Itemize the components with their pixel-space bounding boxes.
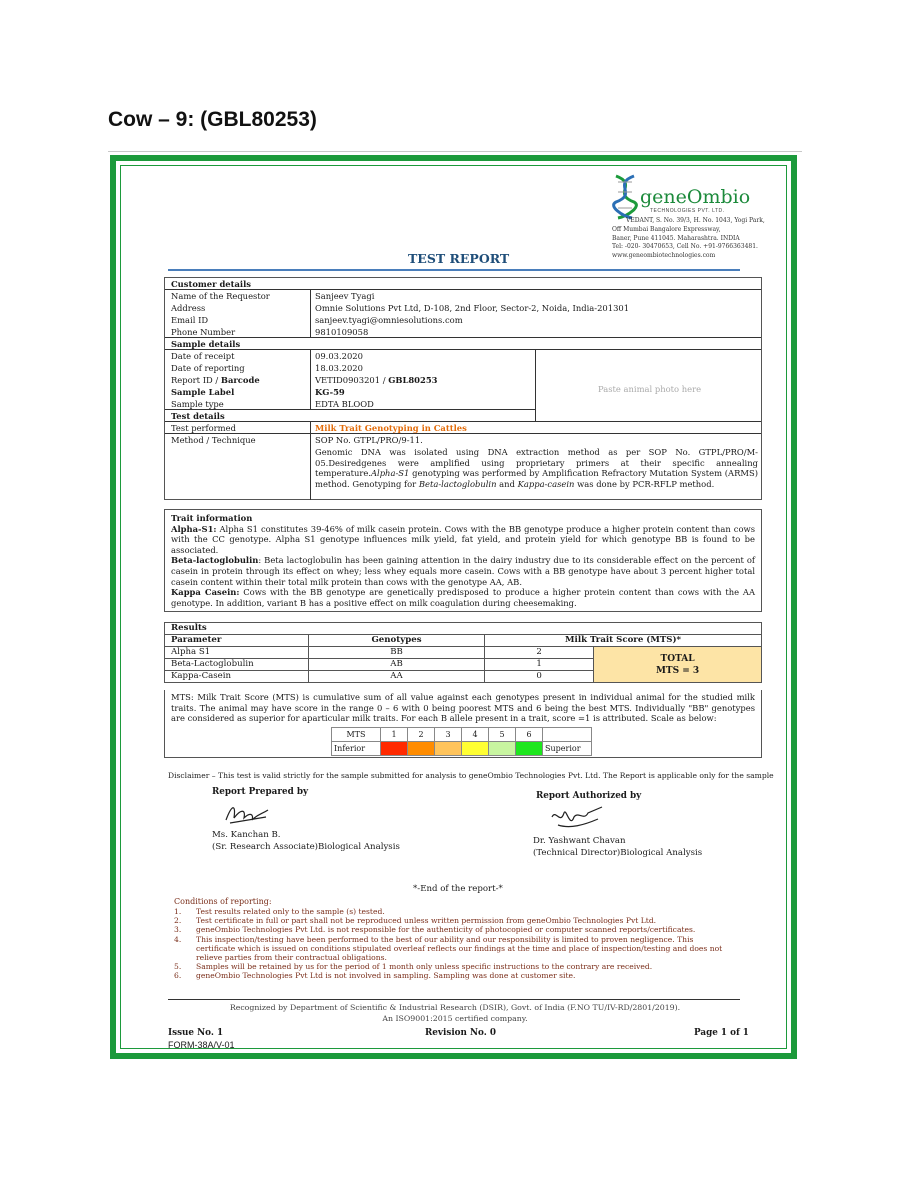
- grid-line: [310, 349, 311, 409]
- address-line: www.geneombiotechnologies.com: [612, 252, 716, 260]
- condition-item: 6. geneOmbio Technologies Pvt Ltd is not involved in sampling. Sampling was done at customer site.: [174, 971, 576, 981]
- trait-alpha: Alpha-S1: Alpha S1 constitutes 39-46% of milk casein protein. Cows with the BB genotype produce a higher protein content than cows with the CC genotype. Alpha S1 genotype influences milk yield, fat yield, and protein yield for which genotype BB is found to be associated.: [171, 523, 755, 555]
- logo-name: geneOmbio: [640, 186, 751, 208]
- results-table: [164, 622, 762, 683]
- logo-subtitle: TECHNOLOGIES PVT. LTD.: [650, 208, 725, 214]
- address-line: Tel: -020- 30470653, Cell No. +91-9766363481.: [612, 243, 758, 251]
- method-description: Genomic DNA was isolated using DNA extraction method as per SOP No. GTPL/PRO/M-05.Desiredgenes were amplified using proprietary primers at their specific annealing temperature.Alpha-S1 genotyping was performed by Amplification Refractory Mutation System (ARMS) method. Genotyping for Beta-lactoglobulin and Kappa-casein was done by PCR-RFLP method.: [315, 447, 758, 489]
- sample-details-heading: Sample details: [171, 339, 241, 349]
- test-details-heading: Test details: [171, 411, 225, 421]
- address-line: VEDANT, S. No. 39/3, H. No. 1043, Yogi Park,: [626, 217, 765, 224]
- form-number: FORM-38A/V-01: [168, 1040, 235, 1050]
- scale-swatch: [408, 742, 435, 756]
- test-performed: Milk Trait Genotyping in Cattles: [315, 423, 467, 433]
- prepared-by-title: (Sr. Research Associate)Biological Analysis: [212, 842, 400, 852]
- col-genotypes: Genotypes: [308, 635, 484, 647]
- report-title: TEST REPORT: [408, 251, 510, 266]
- grid-line: [310, 289, 311, 337]
- field-label: Sample Label: [171, 387, 235, 397]
- page-title: Cow – 9: (GBL80253): [108, 108, 317, 131]
- prepared-signature-icon: [222, 800, 274, 826]
- condition-item: 1. Test results related only to the sample (s) tested.: [174, 907, 385, 916]
- field-label: Address: [171, 303, 206, 313]
- condition-item: 3. geneOmbio Technologies Pvt Ltd. is not responsible for the authenticity of photocopied or computer scanned reports/certificates.: [174, 925, 696, 935]
- field-label: Sample type: [171, 399, 224, 409]
- scale-swatch: [489, 742, 516, 756]
- results-heading: Results: [165, 623, 762, 635]
- sample-label: KG-59: [315, 387, 345, 397]
- scale-swatch: [516, 742, 543, 756]
- photo-placeholder: Paste animal photo here: [598, 384, 702, 394]
- prepared-by-name: Ms. Kanchan B.: [212, 830, 281, 840]
- top-rule: [108, 151, 802, 152]
- scale-number: 4: [462, 728, 489, 742]
- report-id-label: [171, 374, 260, 386]
- requestor-address: Omnie Solutions Pvt Ltd, D-108, 2nd Floor, Sector-2, Noida, India-201301: [315, 303, 630, 313]
- total-mts-cell: TOTAL MTS = 3: [594, 647, 762, 683]
- scale-superior: Superior: [543, 742, 592, 756]
- field-label: Date of receipt: [171, 351, 235, 361]
- authorized-by-heading: Report Authorized by: [536, 791, 642, 801]
- grid-line: [165, 337, 761, 338]
- report-id-label-a: Report ID /: [171, 375, 221, 385]
- field-label: Method / Technique: [171, 435, 256, 445]
- end-of-report: *-End of the report-*: [413, 884, 503, 894]
- method-sop: SOP No. GTPL/PRO/9-11.: [315, 435, 423, 445]
- authorized-signature-icon: [548, 803, 606, 833]
- field-label: Date of reporting: [171, 363, 245, 373]
- trait-information: [164, 509, 762, 612]
- scale-swatch: [462, 742, 489, 756]
- genotype-cell: AB: [308, 659, 484, 671]
- score-cell: 0: [485, 671, 594, 683]
- report-id: VETID0903201 /: [315, 375, 389, 385]
- scale-number: 1: [381, 728, 408, 742]
- condition-item: 4. This inspection/testing have been performed to the best of our ability and our responsibility is limited to proven negligence. This certificate which is issued on conditions stipulated overleaf reflects our findings at the time and place of inspection/testing and does not relieve parties from their contractual obligations.: [174, 934, 723, 963]
- footer-rule: [168, 999, 740, 1000]
- scale-swatch: [435, 742, 462, 756]
- trait-kappa: Kappa Casein: Cows with the BB genotype are genetically predisposed to produce a higher protein content than cows with the AA genotype. In addition, variant B has a positive effect on milk coagulation during cheesemaking.: [171, 587, 755, 608]
- scale-number: 3: [435, 728, 462, 742]
- revision-number: Revision No. 0: [425, 1028, 496, 1038]
- field-label: Email ID: [171, 315, 209, 325]
- mts-note: MTS: Milk Trait Score (MTS) is cumulative sum of all value against each genotypes present in individual animal for the studied milk traits. The animal may have score in the range 0 – 6 with 0 being poorest MTS and 6 being the best MTS. Individually "BB" genotypes are considered as superior for aparticular milk traits. For each B allele present in a trait, score =1 is attributed. Scale as below:: [164, 690, 762, 758]
- authorized-by-title: (Technical Director)Biological Analysis: [533, 848, 703, 858]
- prepared-by-heading: Report Prepared by: [212, 787, 309, 797]
- genotype-cell: AA: [308, 671, 484, 683]
- requestor-phone: 9810109058: [315, 327, 369, 337]
- barcode-label: Barcode: [220, 375, 260, 385]
- score-cell: 1: [485, 659, 594, 671]
- dna-logo-icon: [608, 172, 642, 222]
- conditions-list: [174, 907, 734, 981]
- field-label: Name of the Requestor: [171, 291, 270, 301]
- conditions-heading: Conditions of reporting:: [174, 897, 272, 906]
- trait-beta: Beta-lactoglobulin: Beta lactoglobulin has been gaining attention in the dairy industry due to its considerable effect on the percent of casein in protein through its effect on whey; less whey equals more casein. Cows with a BB genotype have about 3 percent higher total casein content within their total milk protein than cows with the genotype AA, AB.: [171, 555, 755, 587]
- genotype-cell: BB: [308, 647, 484, 659]
- page-number: Page 1 of 1: [694, 1028, 749, 1038]
- condition-item: 5. Samples will be retained by us for the period of 1 month only unless specific instructions to the contrary are received.: [174, 962, 653, 972]
- disclaimer: Disclaimer – This test is valid strictly for the sample submitted for analysis to geneOmbio Technologies Pvt. Ltd. The Report is applicable only for the sample: [168, 771, 774, 780]
- sample-type: EDTA BLOOD: [315, 399, 374, 409]
- date-of-reporting: 18.03.2020: [315, 363, 363, 373]
- mts-scale: [331, 727, 592, 756]
- scale-label: MTS: [332, 728, 381, 742]
- customer-details-heading: Customer details: [171, 279, 252, 289]
- field-label: Test performed: [171, 423, 236, 433]
- scale-number: 5: [489, 728, 516, 742]
- barcode-value: GBL80253: [388, 375, 438, 385]
- footer-recognition: Recognized by Department of Scientific & Industrial Research (DSIR), Govt. of India (F.NO TU/IV-RD/2801/2019).: [229, 1003, 681, 1012]
- issue-number: Issue No. 1: [168, 1028, 224, 1038]
- scale-number: 2: [408, 728, 435, 742]
- requestor-name: Sanjeev Tyagi: [315, 291, 375, 301]
- grid-line: [165, 349, 761, 350]
- parameter-cell: Alpha S1: [165, 647, 309, 659]
- company-address: [612, 217, 792, 261]
- grid-line: [535, 349, 536, 421]
- scale-inferior: Inferior: [332, 742, 381, 756]
- field-label: Phone Number: [171, 327, 236, 337]
- table-row: [165, 647, 762, 659]
- trait-heading: Trait information: [171, 513, 253, 523]
- scale-number: 6: [516, 728, 543, 742]
- address-line: Baner, Pune 411045. Maharashtra. INDIA: [612, 234, 740, 242]
- authorized-by-name: Dr. Yashwant Chavan: [533, 836, 626, 846]
- parameter-cell: Kappa-Casein: [165, 671, 309, 683]
- scale-swatch: [381, 742, 408, 756]
- grid-line: [310, 421, 311, 500]
- score-cell: 2: [485, 647, 594, 659]
- footer-iso: An ISO9001:2015 certified company.: [382, 1014, 528, 1023]
- requestor-email: sanjeev.tyagi@omniesolutions.com: [315, 315, 463, 325]
- col-parameter: Parameter: [165, 635, 309, 647]
- condition-item: 2. Test certificate in full or part shall not be reproduced unless written permission from geneOmbio Technologies Pvt Ltd.: [174, 916, 657, 926]
- report-id-value: [315, 374, 437, 386]
- col-mts: Milk Trait Score (MTS)*: [485, 635, 762, 647]
- parameter-cell: Beta-Lactoglobulin: [165, 659, 309, 671]
- scale-spacer: [543, 728, 592, 742]
- title-rule: [168, 269, 740, 271]
- date-of-receipt: 09.03.2020: [315, 351, 363, 361]
- address-line: Off Mumbai Bangalore Expressway,: [612, 225, 721, 233]
